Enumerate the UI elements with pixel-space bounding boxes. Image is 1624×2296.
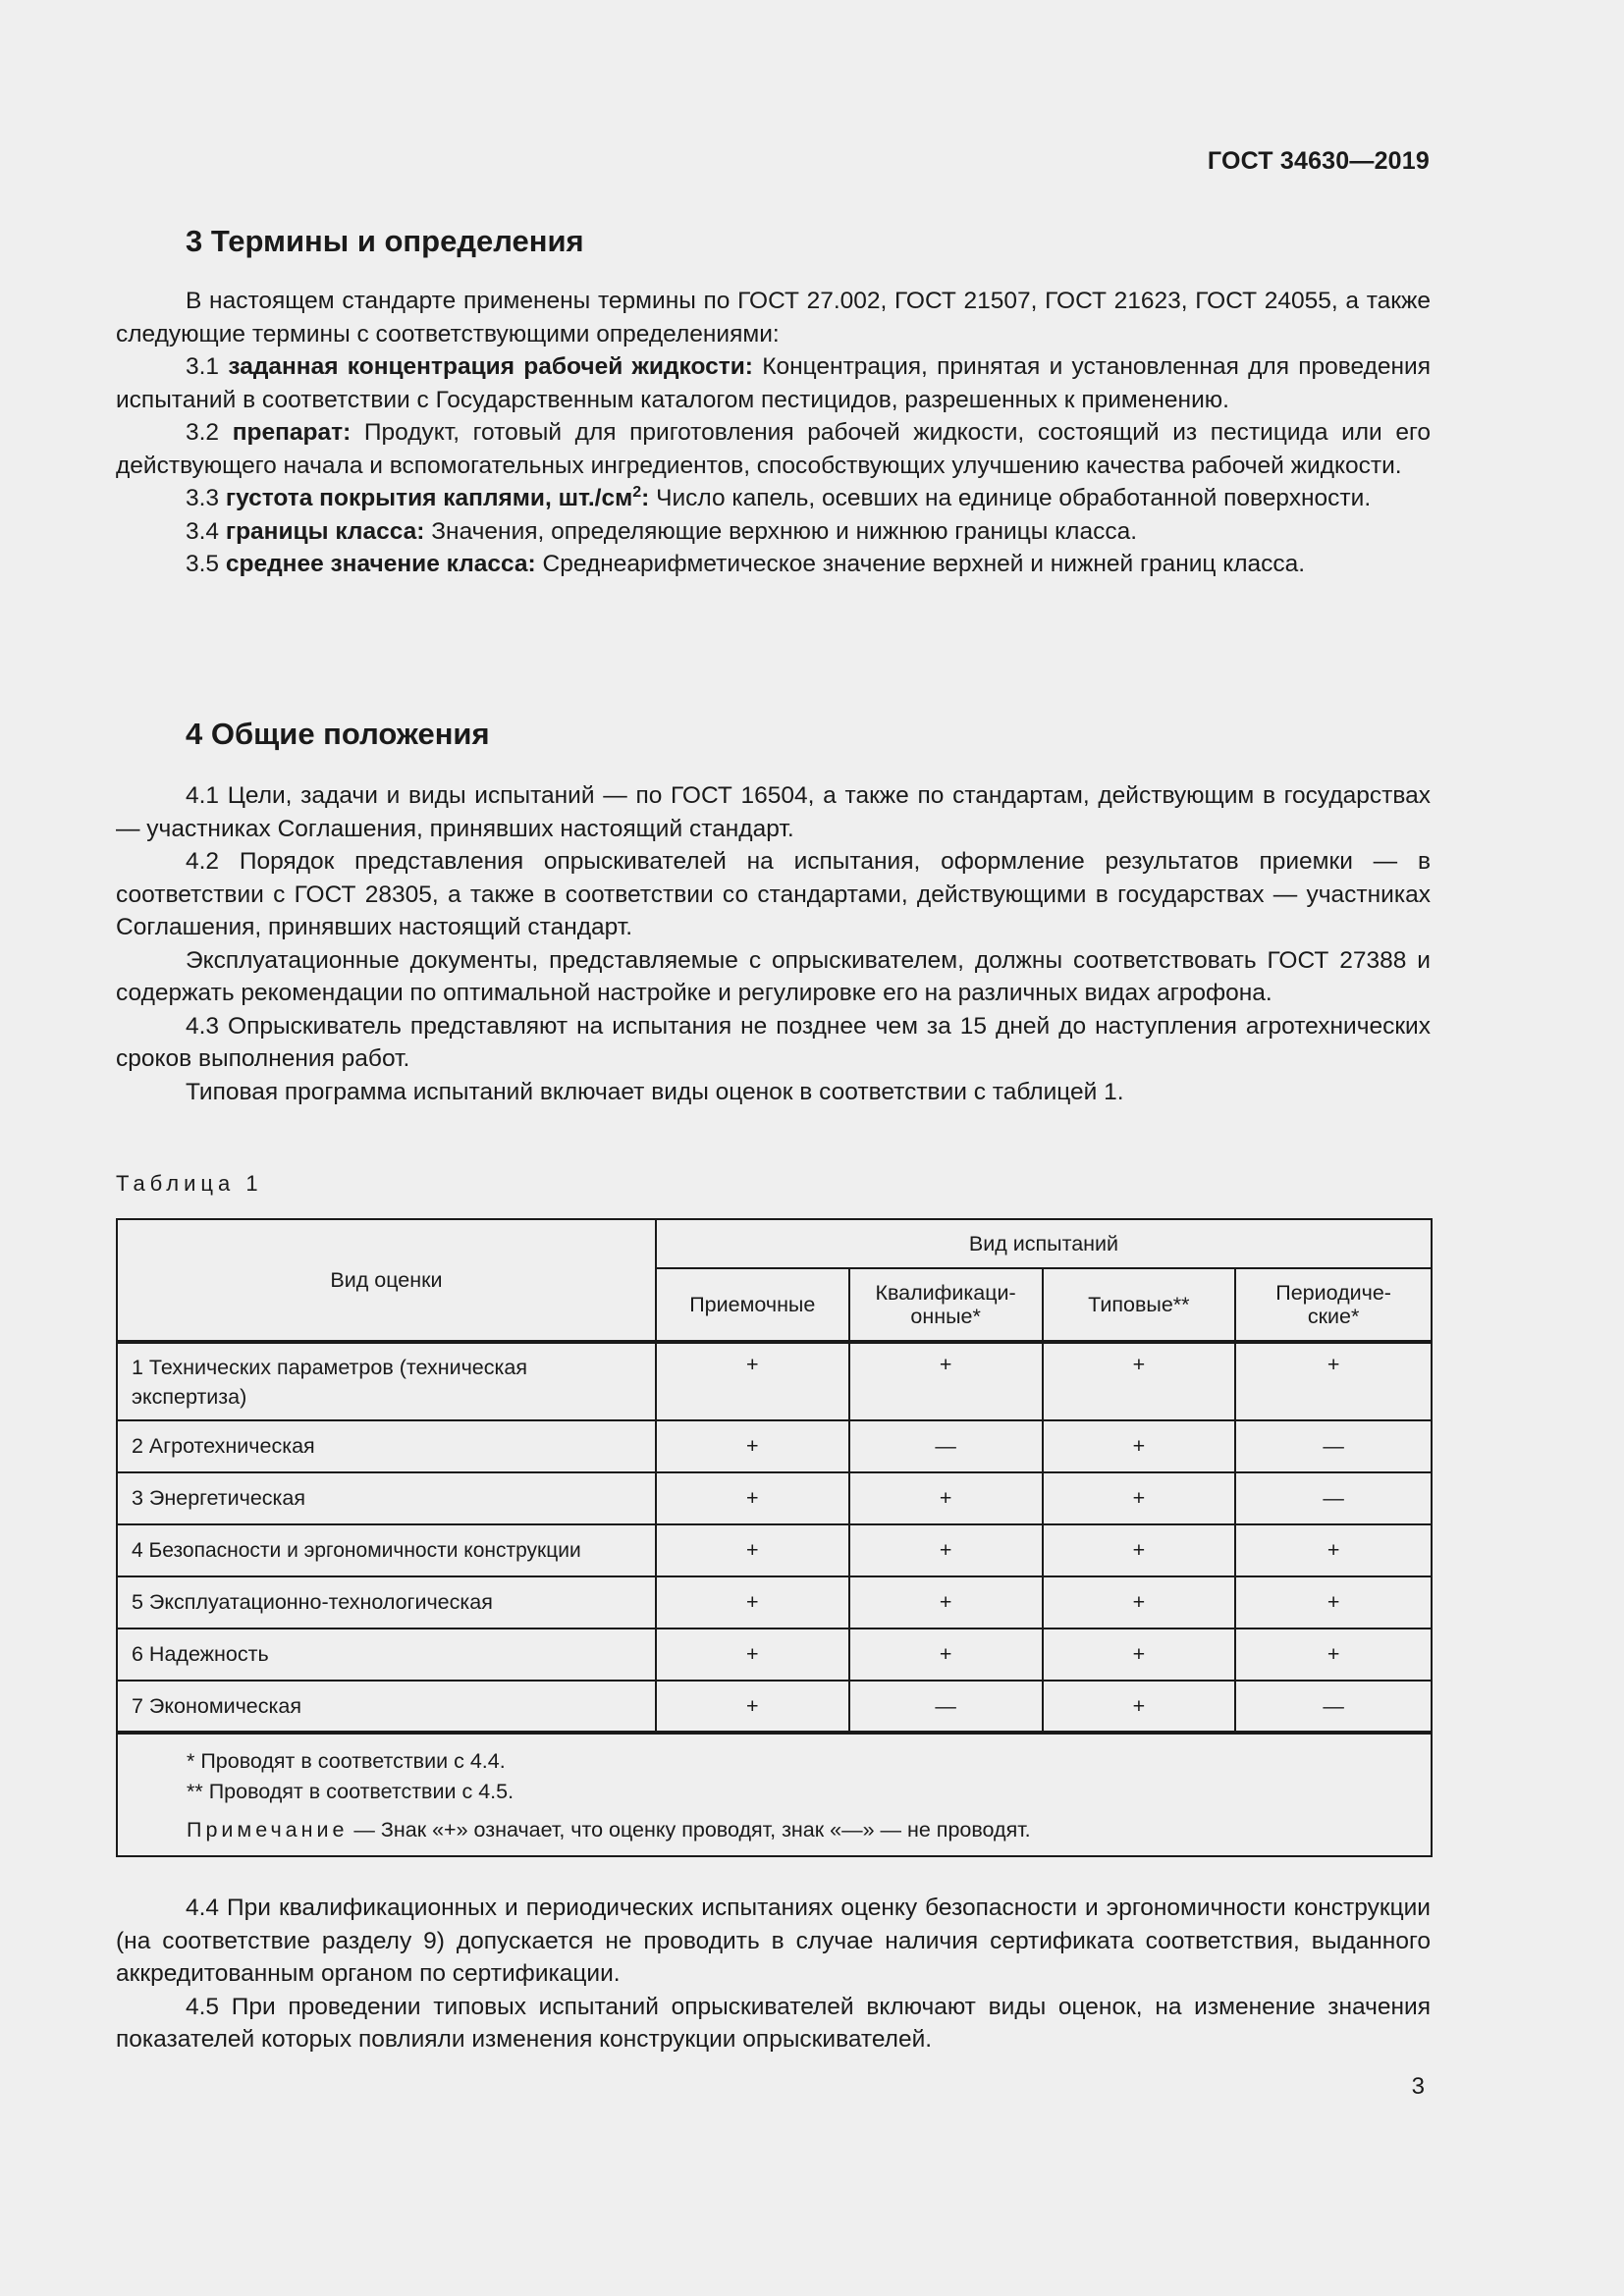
table-note xyxy=(187,1815,1431,1845)
cell-value: + xyxy=(1043,1420,1236,1472)
cell-value: + xyxy=(1235,1629,1432,1681)
section-3 xyxy=(116,224,1431,259)
footnote-qualification: * Проводят в соответствии с 4.4. xyxy=(187,1749,506,1773)
document-id-header: ГОСТ 34630—2019 xyxy=(1207,147,1430,175)
table-header-row-1 xyxy=(117,1219,1432,1268)
footnote-typical: ** Проводят в соответствии с 4.5. xyxy=(187,1780,514,1803)
cell-value: — xyxy=(1235,1681,1432,1733)
paragraph-4-4: 4.4 При квалификационных и периодических испытаниях оценку безопасности и эргономичности конструкции (на соответствие разделу 9) допускается не проводить в случае наличия сертификата соответствия, выданного аккредитованным органом по сертификации. xyxy=(116,1895,1431,1987)
cell-value: + xyxy=(849,1472,1043,1524)
cell-value: + xyxy=(1235,1342,1432,1420)
section-4-continued xyxy=(116,1892,1431,2056)
cell-value: + xyxy=(656,1629,849,1681)
table-row xyxy=(117,1342,1432,1420)
header-col-typical: Типовые** xyxy=(1043,1268,1236,1342)
row-name: 2 Агротехническая xyxy=(117,1420,656,1472)
header-assessment-type: Вид оценки xyxy=(117,1219,656,1342)
term-3-3: 3.3 густота покрытия каплями, $шт./см^2$: Число капель, осевших на единице обработанной поверхности. xyxy=(186,483,1372,511)
cell-value: — xyxy=(849,1681,1043,1733)
table-caption-block xyxy=(116,1171,1431,1197)
note-label: Примечание xyxy=(187,1818,349,1842)
section-4-title: 4 Общие положения xyxy=(186,717,490,751)
row-name: 5 Эксплуатационно-технологическая xyxy=(117,1576,656,1629)
term-3-4: 3.4 границы класса: Значения, определяющие верхнюю и нижнюю границы класса. xyxy=(186,517,1138,545)
header-col-qualification: Квалификаци- онные* xyxy=(849,1268,1043,1342)
cell-value: + xyxy=(1043,1576,1236,1629)
cell-value: + xyxy=(849,1629,1043,1681)
paragraph-test-program: Типовая программа испытаний включает виды оценок в соответствии с таблицей 1. xyxy=(186,1078,1124,1105)
cell-value: + xyxy=(1235,1524,1432,1576)
header-col-periodic: Периодиче- ские* xyxy=(1235,1268,1432,1342)
cell-value: + xyxy=(1043,1524,1236,1576)
table-row xyxy=(117,1472,1432,1524)
cell-value: — xyxy=(849,1420,1043,1472)
row-name: 3 Энергетическая xyxy=(117,1472,656,1524)
table-row xyxy=(117,1420,1432,1472)
header-test-types: Вид испытаний xyxy=(656,1219,1432,1268)
cell-value: — xyxy=(1235,1420,1432,1472)
paragraph-operating-docs: Эксплуатационные документы, представляемые с опрыскивателем, должны соответствовать ГОСТ 27388 и содержать рекомендации по оптимальной настройке и регулировке его на различных видах агрофона. xyxy=(116,946,1431,1006)
row-name: 1 Технических параметров (техническая экспертиза) xyxy=(117,1342,656,1420)
section-4 xyxy=(116,717,1431,752)
term-3-2: 3.2 препарат: Продукт, готовый для приготовления рабочей жидкости, состоящий из пестицида или его действующего начала и вспомогательных ингредиентов, способствующих улучшению качества рабочей жидкости. xyxy=(116,419,1432,479)
cell-value: + xyxy=(1043,1629,1236,1681)
table-row xyxy=(117,1681,1432,1733)
cell-value: + xyxy=(849,1524,1043,1576)
section-3-title: 3 Термины и определения xyxy=(186,224,584,258)
table-row xyxy=(117,1524,1432,1576)
cell-value: + xyxy=(849,1576,1043,1629)
cell-value: + xyxy=(656,1420,849,1472)
cell-value: + xyxy=(1235,1576,1432,1629)
paragraph-4-1: 4.1 Цели, задачи и виды испытаний — по ГОСТ 16504, а также по стандартам, действующим в государствах — участниках Соглашения, принявших настоящий стандарт. xyxy=(116,782,1431,842)
paragraph-4-2: 4.2 Порядок представления опрыскивателей на испытания, оформление результатов приемки — в соответствии с ГОСТ 28305, а также в соответствии со стандартами, действующими в государствах — участниках Соглашения, принявших настоящий стандарт. xyxy=(116,848,1431,940)
section-3-intro: В настоящем стандарте применены термины по ГОСТ 27.002, ГОСТ 21507, ГОСТ 21623, ГОСТ 24055, а также следующие термины с соответствующими определениями: xyxy=(116,288,1431,347)
cell-value: + xyxy=(1043,1681,1236,1733)
header-col-acceptance: Приемочные xyxy=(656,1268,849,1342)
section-4-body xyxy=(116,779,1431,1108)
cell-value: + xyxy=(656,1472,849,1524)
page-number: 3 xyxy=(1411,2073,1425,2100)
paragraph-4-5: 4.5 При проведении типовых испытаний опрыскивателей включают виды оценок, на изменение значения показателей которых повлияли изменения конструкции опрыскивателей. xyxy=(116,1993,1431,2053)
paragraph-4-3: 4.3 Опрыскиватель представляют на испытания не позднее чем за 15 дней до наступления агротехнических сроков выполнения работ. xyxy=(116,1012,1431,1072)
table-row xyxy=(117,1629,1432,1681)
table-notes-row xyxy=(117,1733,1432,1856)
cell-value: + xyxy=(656,1342,849,1420)
assessment-table xyxy=(116,1218,1433,1857)
cell-value: — xyxy=(1235,1472,1432,1524)
row-name: 7 Экономическая xyxy=(117,1681,656,1733)
cell-value: + xyxy=(1043,1472,1236,1524)
term-3-1: 3.1 заданная концентрация рабочей жидкости: Концентрация, принятая и установленная для проведения испытаний в соответствии с Государственным каталогом пестицидов, разрешенных к применению. xyxy=(116,353,1431,413)
cell-value: + xyxy=(656,1576,849,1629)
table-row xyxy=(117,1576,1432,1629)
section-3-body xyxy=(116,285,1431,581)
cell-value: + xyxy=(849,1342,1043,1420)
row-name: 4 Безопасности и эргономичности конструкции xyxy=(117,1524,656,1576)
cell-value: + xyxy=(656,1681,849,1733)
term-3-5: 3.5 среднее значение класса: Среднеарифметическое значение верхней и нижней границ класса. xyxy=(186,551,1306,577)
table-caption: Таблица 1 xyxy=(116,1171,263,1196)
table-notes xyxy=(117,1733,1432,1856)
row-name: 6 Надежность xyxy=(117,1629,656,1681)
cell-value: + xyxy=(1043,1342,1236,1420)
note-text: — Знак «+» означает, что оценку проводят, знак «—» — не проводят. xyxy=(348,1818,1031,1842)
cell-value: + xyxy=(656,1524,849,1576)
